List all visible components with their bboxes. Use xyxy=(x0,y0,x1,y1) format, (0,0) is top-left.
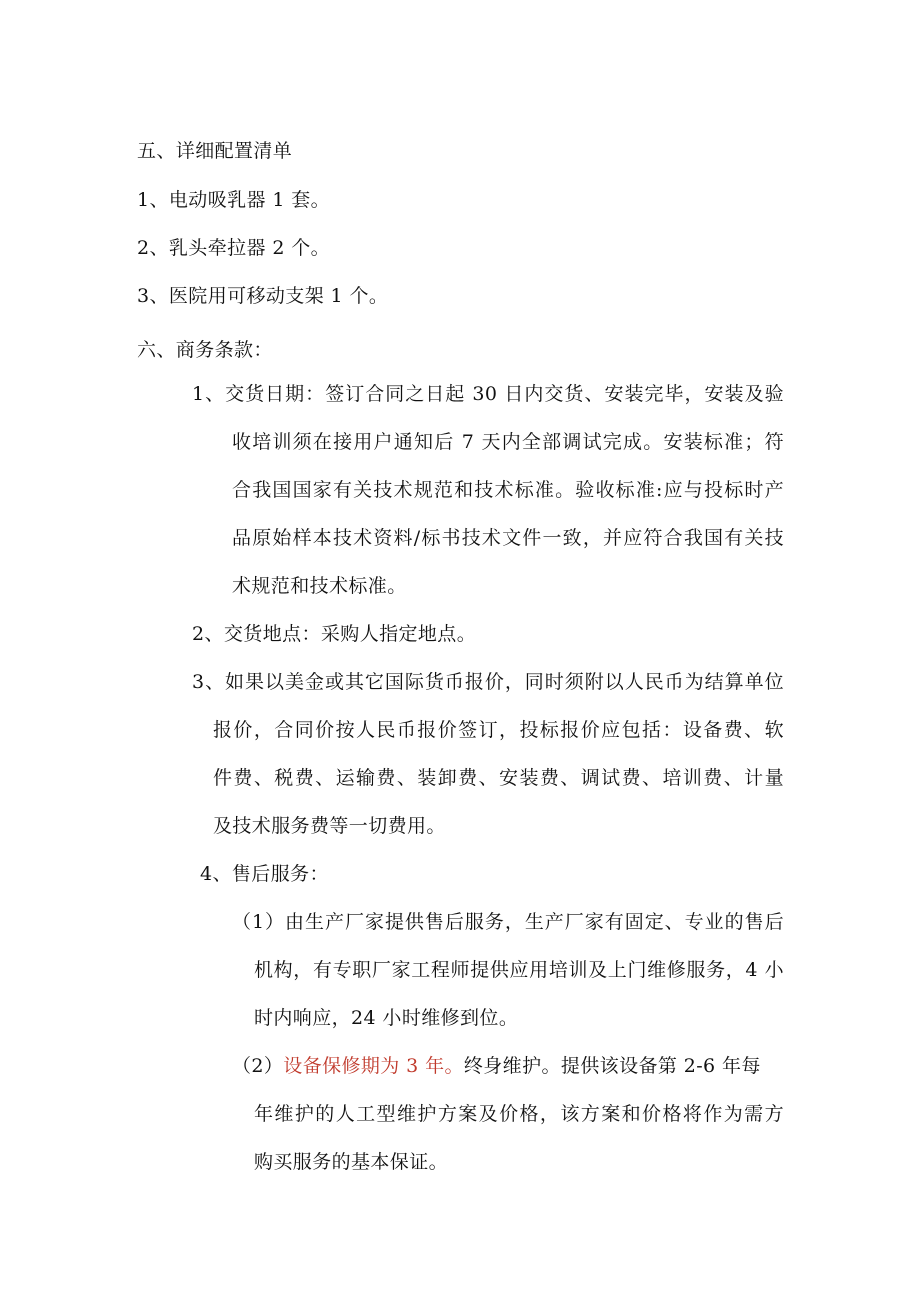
clause2-text: 2、交货地点：采购人指定地点。 xyxy=(192,623,477,645)
clause4-sub1-line-2: 机构，有专职厂家工程师提供应用培训及上门维修服务，4 小 xyxy=(254,959,784,981)
clause1-line-4: 品原始样本技术资料/标书技术文件一致，并应符合我国有关技 xyxy=(232,527,784,549)
config-item-2: 2、乳头牵拉器 2 个。 xyxy=(137,237,331,259)
clause3-line-1: 3、如果以美金或其它国际货币报价，同时须附以人民币为结算单位 xyxy=(192,671,784,693)
clause4-sub2-line-1 xyxy=(232,1052,761,1080)
clause3-line-2: 报价，合同价按人民币报价签订，投标报价应包括：设备费、软 xyxy=(213,719,784,741)
warranty-highlight: 设备保修期为 3 年。 xyxy=(283,1055,464,1077)
config-item-1: 1、电动吸乳器 1 套。 xyxy=(137,189,331,211)
config-item-3: 3、医院用可移动支架 1 个。 xyxy=(137,285,389,307)
section5-heading: 五、详细配置清单 xyxy=(137,140,293,162)
section6-heading: 六、商务条款： xyxy=(137,339,273,361)
clause4-sub2-line-3: 购买服务的基本保证。 xyxy=(254,1151,449,1173)
clause4-sub2-line-2: 年维护的人工型维护方案及价格，该方案和价格将作为需方 xyxy=(254,1103,784,1125)
clause1-line-2: 收培训须在接用户通知后 7 天内全部调试完成。安装标准；符 xyxy=(232,431,784,453)
clause1-line-1: 1、交货日期：签订合同之日起 30 日内交货、安装完毕，安装及验 xyxy=(192,383,784,405)
clause4-sub1-line-1: （1）由生产厂家提供售后服务，生产厂家有固定、专业的售后 xyxy=(232,911,784,933)
clause4-sub2-prefix: （2） xyxy=(232,1055,284,1077)
clause4-heading: 4、售后服务： xyxy=(200,863,329,885)
clause3-line-3: 件费、税费、运输费、装卸费、安装费、调试费、培训费、计量 xyxy=(213,767,784,789)
clause4-sub1-line-3: 时内响应，24 小时维修到位。 xyxy=(254,1007,519,1029)
clause4-sub2-rest: 终身维护。提供该设备第 2-6 年每 xyxy=(463,1055,761,1077)
clause1-line-3: 合我国国家有关技术规范和技术标准。验收标准:应与投标时产 xyxy=(232,479,784,501)
clause1-line-5: 术规范和技术标准。 xyxy=(232,575,407,597)
clause3-line-4: 及技术服务费等一切费用。 xyxy=(213,815,446,837)
